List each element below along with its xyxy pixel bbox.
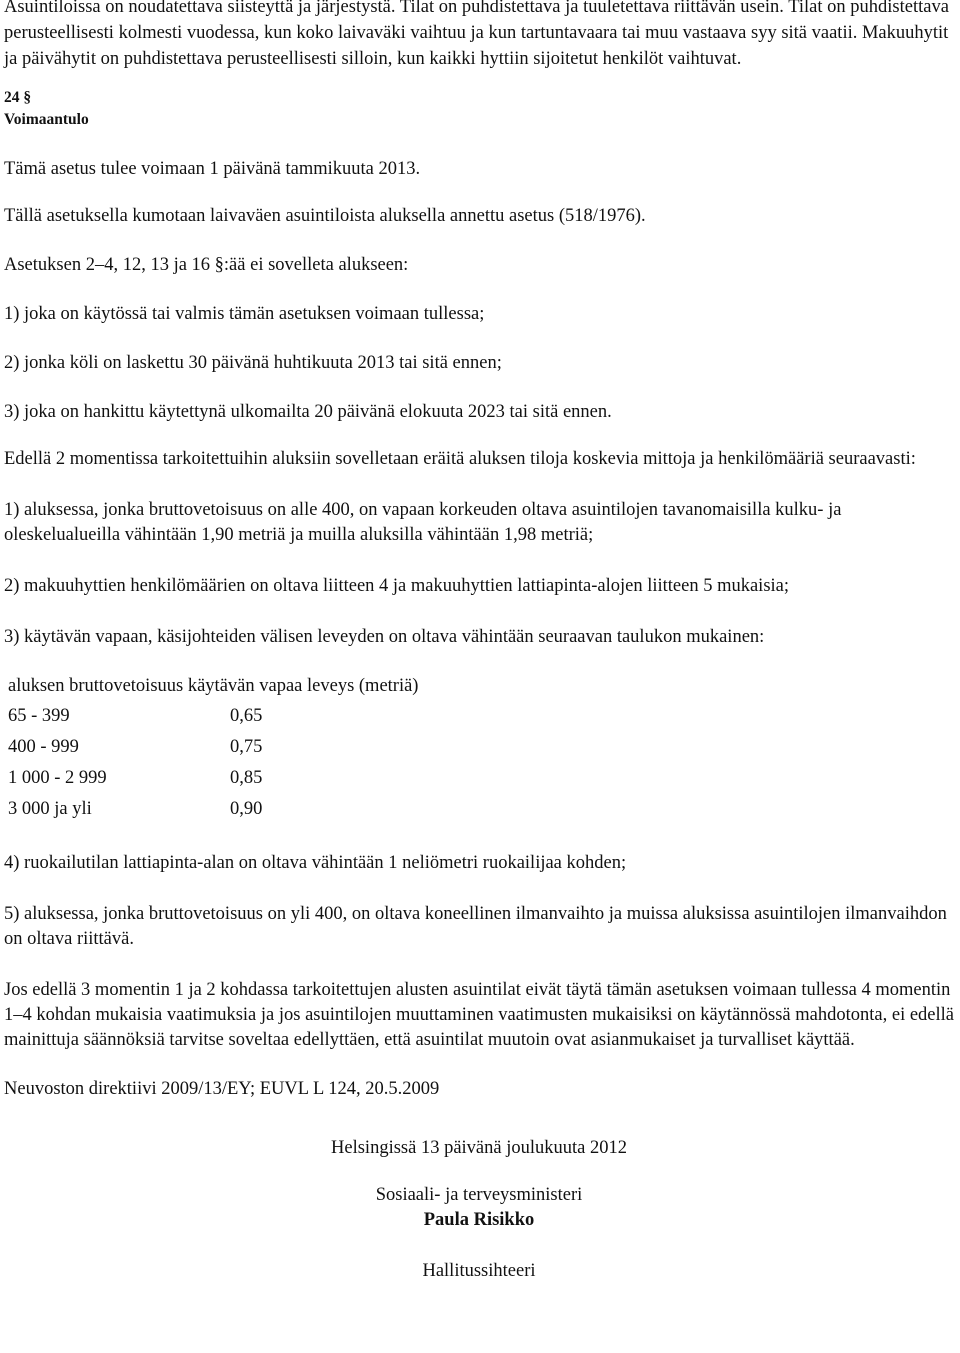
tonnage-cell: 3 000 ja yli <box>8 799 92 819</box>
width-cell: 0,75 <box>230 737 263 757</box>
tonnage-cell: 400 - 999 <box>8 737 79 757</box>
table-row <box>8 701 418 732</box>
table-header-row <box>8 671 418 701</box>
width-cell: 0,65 <box>230 706 263 726</box>
secretary-title: Hallitussihteeri <box>422 1261 536 1281</box>
table-row <box>8 732 418 763</box>
corridor-width-table <box>8 671 418 825</box>
tonnage-cell: 65 - 399 <box>8 706 70 726</box>
list-item: 1) joka on käytössä tai valmis tämän asetuksen voimaan tullessa; <box>4 304 485 324</box>
tonnage-cell: 1 000 - 2 999 <box>8 768 107 788</box>
requirement-item: 2) makuuhyttien henkilömäärien on oltava liitteen 4 ja makuuhyttien lattiapinta-alojen liitteen 5 mukaisia; <box>4 576 790 596</box>
table-header-tonnage <box>8 671 418 701</box>
directive-reference: Neuvoston direktiivi 2009/13/EY; EUVL L 124, 20.5.2009 <box>4 1079 440 1099</box>
repeal-paragraph: Tällä asetuksella kumotaan laivaväen asuintiloista aluksella annettu asetus (518/1976). <box>4 206 646 226</box>
entry-into-force-paragraph: Tämä asetus tulee voimaan 1 päivänä tammikuuta 2013. <box>4 159 421 179</box>
applied-paragraph: Edellä 2 momentissa tarkoitettuihin aluksiin sovelletaan eräitä aluksen tiloja koskevia mittoja ja henkilömääriä seuraavasti: <box>4 449 916 469</box>
list-item: 3) joka on hankittu käytettynä ulkomailta 20 päivänä elokuuta 2023 tai sitä ennen. <box>4 402 612 422</box>
signature-place-date: Helsingissä 13 päivänä joulukuuta 2012 <box>331 1138 627 1158</box>
list-item: 2) jonka köli on laskettu 30 päivänä huhtikuuta 2013 tai sitä ennen; <box>4 353 502 373</box>
document-page <box>4 0 954 1284</box>
requirement-item: 5) aluksessa, jonka bruttovetoisuus on yli 400, on oltava koneellinen ilmanvaihto ja muissa aluksissa asuintilojen ilmanvaihdon on oltava riittävä. <box>4 904 947 949</box>
width-cell: 0,90 <box>230 799 263 819</box>
table-row <box>8 794 418 825</box>
conditional-paragraph: Jos edellä 3 momentin 1 ja 2 kohdassa tarkoitettujen alusten asuintilat eivät täytä tämän asetuksen voimaan tullessa 4 momentin 1–4 kohdan mukaisia vaatimuksia ja jos asuintilojen muuttaminen vaatimusten mukaisiksi on käytännössä mahdotonta, ei edellä mainittuja säännöksiä tarvitse soveltaa edellyttäen, että asuintilat muutoin ovat asianmukaiset ja turvalliset käyttää. <box>4 980 954 1050</box>
header-width-text: käytävän vapaa leveys (metriä) <box>187 675 419 696</box>
minister-name: Paula Risikko <box>423 1210 535 1230</box>
header-tonnage-text: aluksen bruttovetoisuus <box>8 675 184 696</box>
table-row <box>8 763 418 794</box>
requirement-item: 1) aluksessa, jonka bruttovetoisuus on alle 400, on vapaan korkeuden oltava asuintilojen tavanomaisilla kulku- ja oleskelualueilla vähintään 1,90 metriä ja muilla aluksilla vähintään 1,98 metriä; <box>4 500 842 545</box>
not-applied-paragraph: Asetuksen 2–4, 12, 13 ja 16 §:ää ei sovelleta alukseen: <box>4 255 409 275</box>
minister-title: Sosiaali- ja terveysministeri <box>375 1185 583 1205</box>
section-title: Voimaantulo <box>4 111 89 128</box>
width-cell: 0,85 <box>230 768 263 788</box>
requirement-item: 3) käytävän vapaan, käsijohteiden välisen leveyden on oltava vähintään seuraavan taulukon mukainen: <box>4 627 765 647</box>
requirement-item: 4) ruokailutilan lattiapinta-alan on oltava vähintään 1 neliömetri ruokailijaa kohden; <box>4 853 627 873</box>
cleaning-paragraph: Asuintiloissa on noudatettava siisteyttä ja järjestystä. Tilat on puhdistettava ja tuuletettava riittävän usein. Tilat on puhdistettava perusteellisesti kolmesti vuodessa, kun koko laivaväki vaihtuu ja kun tartuntavaara tai muu vastaava syy sitä vaatii. Makuuhytit ja päivähytit on puhdistettava perusteellisesti silloin, kun kaikki hyttiin sijoitetut henkilöt vaihtuvat. <box>4 0 949 69</box>
section-number: 24 § <box>4 89 32 106</box>
